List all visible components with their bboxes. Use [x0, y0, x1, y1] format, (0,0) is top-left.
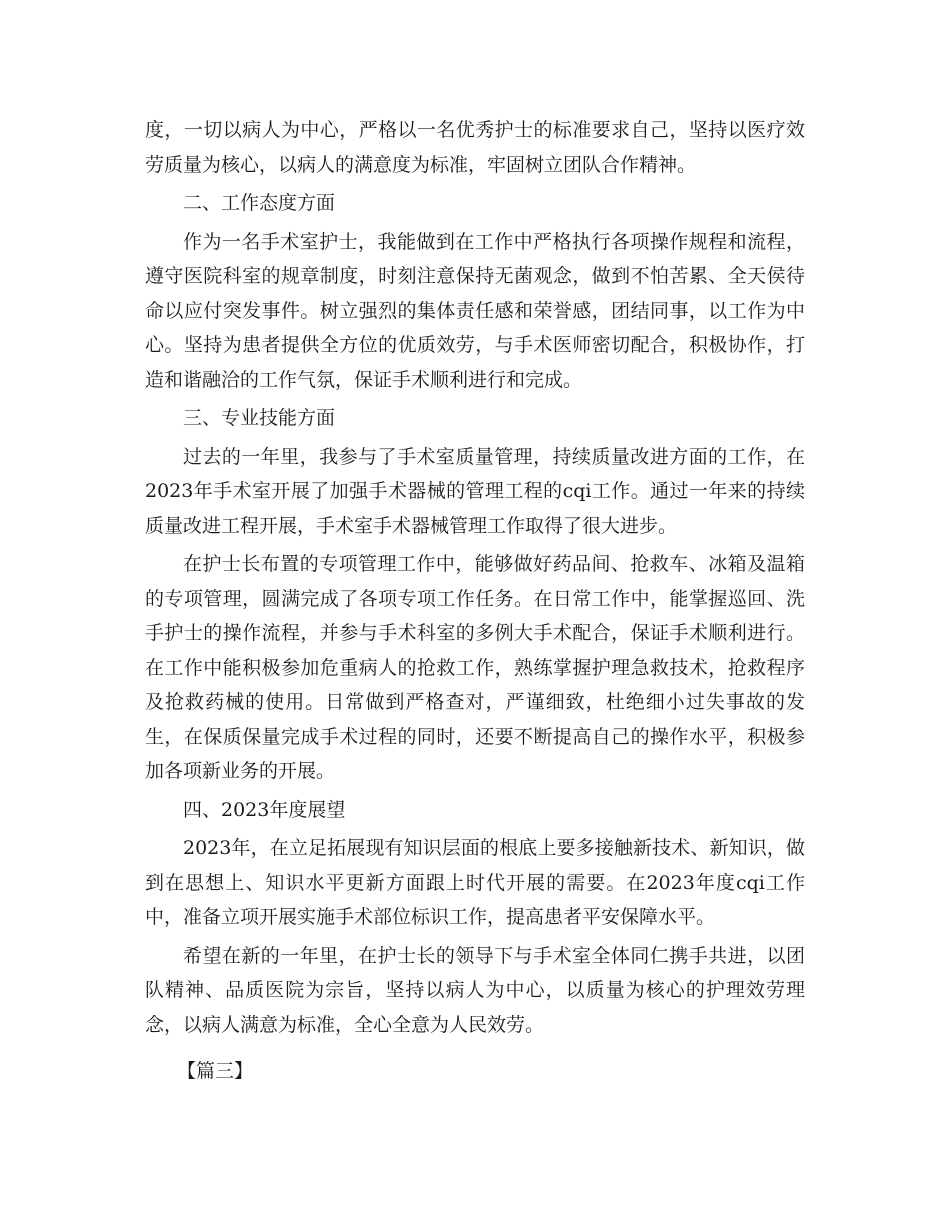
paragraph-quality-management: 过去的一年里，我参与了手术室质量管理，持续质量改进方面的工作，在2023年手术室开展了加强手术器械的管理工程的cqi工作。通过一年来的持续质量改进工程开展，手术室手术器械管理工作取得了很大进步。 — [145, 445, 805, 537]
paragraph-outlook: 2023年，在立足拓展现有知识层面的根底上要多接触新技术、新知识，做到在思想上、知识水平更新方面跟上时代开展的需要。在2023年度cqi工作中，准备立项开展实施手术部位标识工作，提高患者平安保障水平。 — [145, 837, 805, 928]
section-heading-work-attitude: 二、工作态度方面 — [183, 192, 336, 214]
document-body — [145, 113, 805, 1093]
section-heading-outlook: 四、2023年度展望 — [183, 798, 346, 821]
paragraph-special-management: 在护士长布置的专项管理工作中，能够做好药品间、抢救车、冰箱及温箱的专项管理，圆满完成了各项专项工作任务。在日常工作中，能掌握巡回、洗手护士的操作流程，并参与手术科室的多例大手术配合，保证手术顺利进行。在工作中能积极参加危重病人的抢救工作，熟练掌握护理急救技术，抢救程序及抢救药械的使用。日常做到严格查对，严谨细致，杜绝细小过失事故的发生，在保质保量完成手术过程的同时，还要不断提高自己的操作水平，积极参加各项新业务的开展。 — [145, 553, 805, 782]
paragraph-work-attitude: 作为一名手术室护士，我能做到在工作中严格执行各项操作规程和流程，遵守医院科室的规章制度，时刻注意保持无菌观念，做到不怕苦累、全天侯待命以应付突发事件。树立强烈的集体责任感和荣誉感，团结同事，以工作为中心。坚持为患者提供全方位的优质效劳，与手术医师密切配合，积极协作，打造和谐融洽的工作气氛，保证手术顺利进行和完成。 — [145, 230, 805, 391]
section-mark-part-three: 【篇三】 — [177, 1060, 254, 1082]
paragraph-continuation: 度，一切以病人为中心，严格以一名优秀护士的标准要求自己，坚持以医疗效劳质量为核心，以病人的满意度为标准，牢固树立团队合作精神。 — [145, 119, 805, 176]
section-heading-professional-skills: 三、专业技能方面 — [183, 407, 336, 429]
paragraph-hope: 希望在新的一年里，在护士长的领导下与手术室全体同仁携手共进，以团队精神、品质医院为宗旨，坚持以病人为中心，以质量为核心的护理效劳理念，以病人满意为标准，全心全意为人民效劳。 — [145, 944, 805, 1036]
